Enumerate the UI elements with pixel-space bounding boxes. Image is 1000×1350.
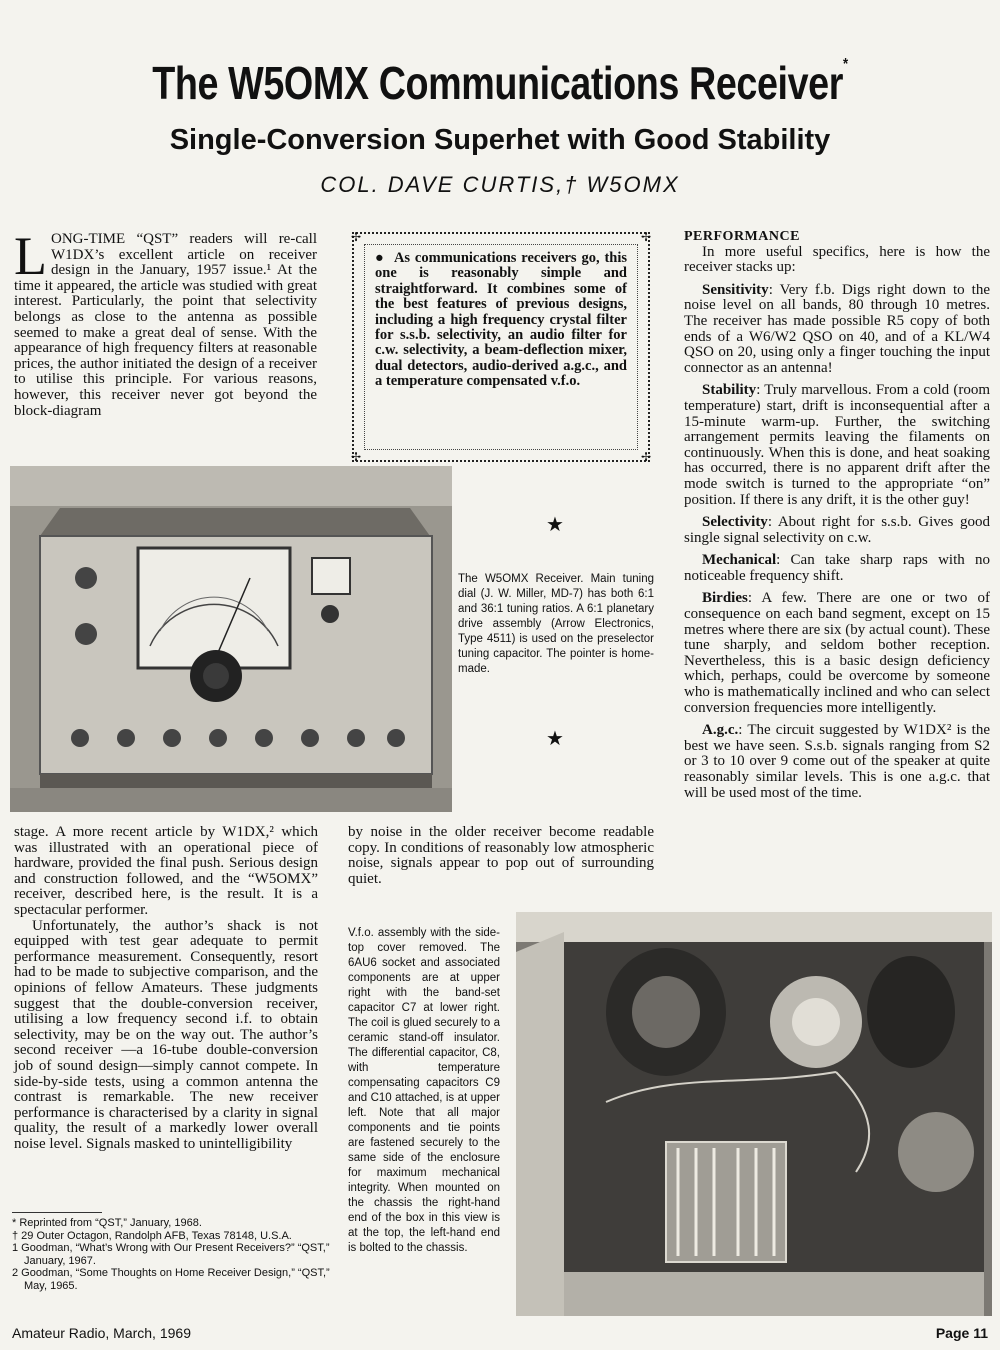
footnote: † 29 Outer Octagon, Randolph AFB, Texas 78148, U.S.A. <box>12 1229 292 1242</box>
footnote-divider <box>12 1212 102 1213</box>
receiver-illustration <box>10 466 452 812</box>
perf-item-birdies: Birdies: A few. There are one or two of consequence on each band segment, except on 15 metres where there are six (by actual count). These tune sharply, and seldom bother reception. Nevertheless, this is a basic design deficiency which, perhaps, could be overcome by someone who is mathematically inclined and who can select conversion frequencies more intelligently. <box>684 590 990 716</box>
receiver-photo <box>10 466 452 812</box>
bullet-icon: ● <box>375 250 386 266</box>
intro-paragraph <box>14 226 317 419</box>
body-paragraph: by noise in the older receiver become readable copy. In conditions of reasonably low atmospheric noise, signals appear to pop out of surrounding quiet. <box>348 824 654 887</box>
vfo-photo-caption: V.f.o. assembly with the side-top cover removed. The 6AU6 socket and associated components are at upper right with the band-set capacitor C7 at lower right. The coil is glued securely to a ceramic stand-off insulator. The differential capacitor, C8, with temperature compensating capacitors C9 and C10 attached, is at upper left. Note that all major components and tie points are fastened securely to the same side of the enclosure for maximum mechanical integrity. When mounted on the chassis the right-hand end of the box in this view is at the top, the left-hand end is bolted to the chassis. <box>348 927 500 1254</box>
body-column-1 <box>14 825 318 1152</box>
page-number: Page 11 <box>935 1325 988 1341</box>
corner-ornament-icon: ✢ <box>351 450 362 464</box>
performance-section <box>684 229 990 801</box>
perf-item-mechanical: Mechanical: Can take sharp raps with no noticeable frequency shift. <box>684 552 990 584</box>
drop-cap: L <box>14 226 47 286</box>
intro-text: ONG-TIME “QST” readers will re-call W1DX’s excellent article on receiver design in the January, 1957 issue.¹ At the time it appeared, the article was studied with great interest. Particularly, the point that selectivity belongs as close to the antenna as possible seemed to make a great deal of sense. With the appearance of high frequency filters at reasonable prices, the author initiated the design of a receiver to utilise this principle. For various reasons, however, this receiver never got beyond the block-diagram <box>14 231 317 419</box>
publication-footer: Amateur Radio, March, 1969 <box>12 1325 191 1341</box>
callout-text: ● As communications receivers go, this one is reasonably simple and straightforward. It combines some of the best features of previous designs, including a high frequency crystal filter for s.s.b. selectivity, an audio filter for c.w. selectivity, a beam-deflection mixer, dual detectors, audio-derived a.g.c., and a temperature compensated v.f.o. <box>364 244 638 450</box>
article-subtitle: Single-Conversion Superhet with Good Stability <box>169 124 831 156</box>
corner-ornament-icon: ✢ <box>640 450 651 464</box>
receiver-photo-caption: The W5OMX Receiver. Main tuning dial (J. W. Miller, MD-7) has both 6:1 and 36:1 tuning ratios. A 6:1 planetary drive assembly (Arrow Electronics, Type 4511) is used on the preselector tuning capacitor. The pointer is home-made. <box>458 573 654 675</box>
body-column-2 <box>348 825 654 887</box>
perf-item-stability: Stability: Truly marvellous. From a cold (room temperature) start, drift is inconsequential after a 15-minute warm-up. Further, the switching arrangement permits leaving the filaments on continuously. When this is done, and heat soaking has occurred, there is no apparent drift after the mode switch is turned to the appropriate “on” position. If there is any drift, it is the other guy! <box>684 382 990 508</box>
vfo-illustration <box>516 912 992 1316</box>
author-byline: COL. DAVE CURTIS,† W5OMX <box>320 172 680 197</box>
star-ornament-icon: ★ <box>546 726 564 750</box>
star-ornament-icon: ★ <box>546 512 564 536</box>
body-paragraph: Unfortunately, the author’s shack is not equipped with test gear adequate to permit performance measurement. Consequently, resort had to be made to subjective comparison, and the opinions of fellow Amateurs. These judgments suggest that the double-conversion receiver, utilising a low frequency second i.f. to obtain selectivity, may be on the way out. The author’s second receiver —a 16-tube double-conversion job of sound design—simply cannot compete. In side-by-side tests, using a common antenna the contrast is remarkable. The new receiver performance is characterised by a clarity in signal quality, the result of a markedly lower overall noise level. Signals masked to unintelligibility <box>14 917 318 1152</box>
perf-item-agc: A.g.c.: The circuit suggested by W1DX² is the best we have seen. S.s.b. signals ranging from S2 or 3 to 10 over 9 come out of the speaker at quite reasonably similar levels. This is one a.g.c. that will be used most of the time. <box>684 722 990 801</box>
body-paragraph: stage. A more recent article by W1DX,² which was illustrated with an operational piece of hardware, provided the final push. Serious design and construction followed, and the “W5OMX” receiver, described here, is the result. It is a spectacular performer. <box>14 824 318 918</box>
footnote: * Reprinted from “QST,” January, 1968. <box>12 1217 202 1229</box>
perf-item-sensitivity: Sensitivity: Very f.b. Digs right down to the noise level on all bands, 80 through 10 metres. The receiver has made possible R5 copy of both ends of a W6/W2 QSO on 40, and of a KL/W4 QSO on 20, using only a finger touching the input connector as an antenna! <box>684 281 990 376</box>
perf-item-selectivity: Selectivity: About right for s.s.b. Gives good single signal selectivity on c.w. <box>684 514 990 546</box>
article-title: The W5OMX Communications Receiver* <box>152 56 848 109</box>
performance-intro: In more useful specifics, here is how the receiver stacks up: <box>684 243 990 276</box>
corner-ornament-icon: ✢ <box>351 230 362 244</box>
performance-heading: PERFORMANCE <box>684 229 800 244</box>
footnotes <box>12 1212 330 1293</box>
callout-box <box>352 232 650 462</box>
footnote: 2 Goodman, “Some Thoughts on Home Receiver Design,” “QST,” May, 1965. <box>12 1267 330 1292</box>
corner-ornament-icon: ✢ <box>640 230 651 244</box>
vfo-photo <box>516 912 992 1316</box>
title-footnote-mark: * <box>843 56 848 73</box>
footnote: 1 Goodman, “What’s Wrong with Our Present Receivers?” “QST,” January, 1967. <box>12 1242 330 1267</box>
